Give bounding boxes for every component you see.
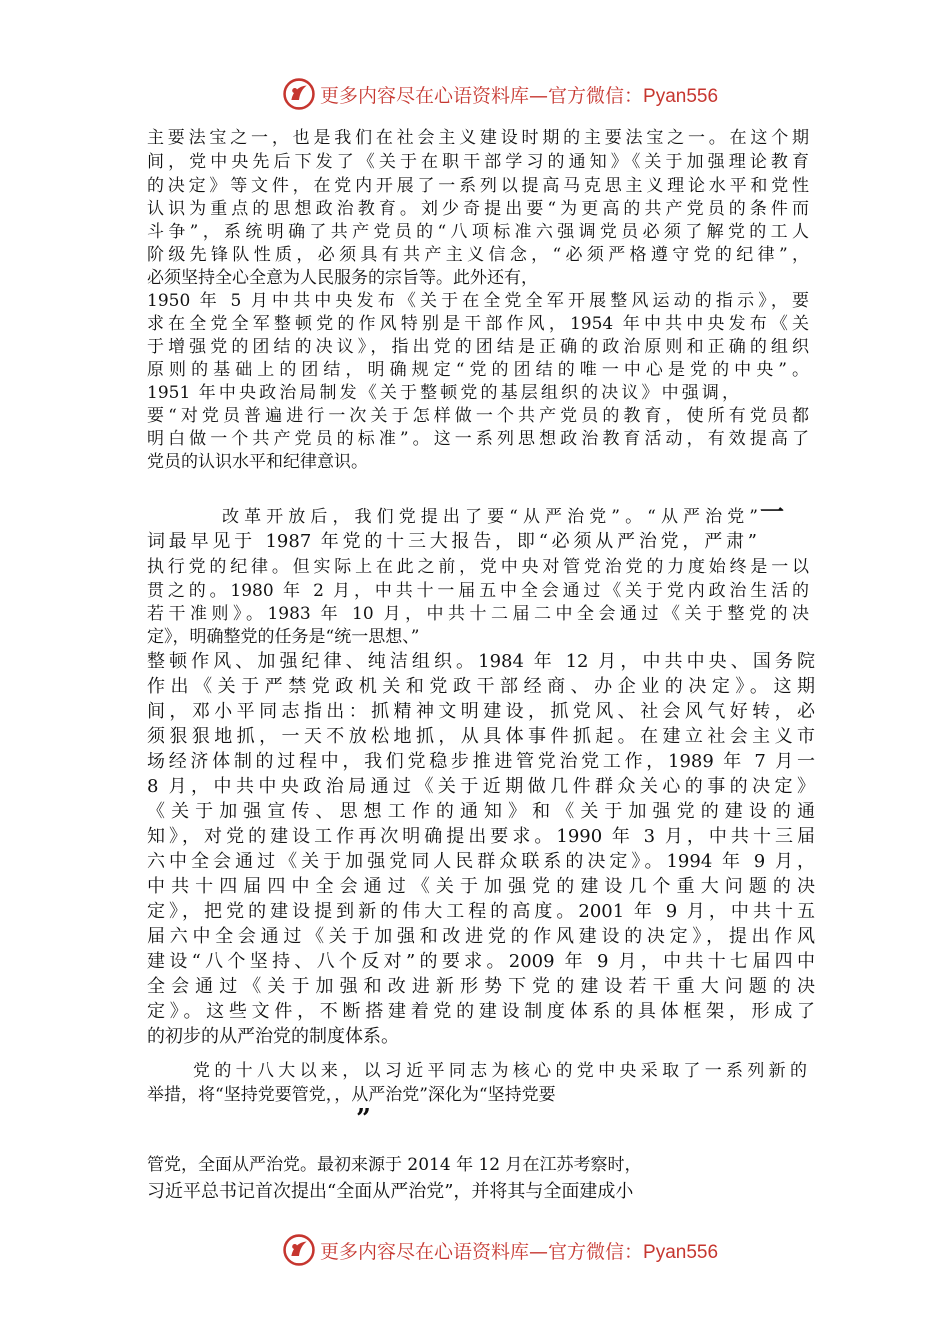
text-line: 须狠狠地抓，一天不放松地抓，从具体事件抓起。在建立社会主义市 (147, 726, 815, 747)
text-line: 阶级先锋队性质，必须具有共产主义信念，“必须严格遵守党的纪律”， (147, 245, 809, 265)
banner-text (320, 81, 718, 108)
paragraph-start-line: 党的十八大以来，以习近平同志为核心的党中央采取了一系列新的 (193, 1061, 807, 1081)
text-line: 管党，全面从严治党。最初来源于 2014 年 12 月在江苏考察时， (147, 1155, 642, 1175)
banner-text (320, 1237, 718, 1264)
text-line: 中共十四届四中全会通过《关于加强党的建设几个重大问题的决 (147, 876, 815, 897)
text-line: 习近平总书记首次提出“全面从严治党”，并将其与全面建成小 (147, 1181, 634, 1202)
text-line: 要“对党员普遍进行一次关于怎样做一个共产党员的教育，使所有党员都 (147, 406, 809, 426)
text-line: 明白做一个共产党员的标准”。这一系列思想政治教育活动，有效提高了 (147, 429, 809, 449)
text-line: 全会通过《关于加强和改进新形势下党的建设若干重大问题的决 (147, 976, 815, 997)
text-line: 《关于加强宣传、思想工作的通知》和《关于加强党的建设的通 (147, 801, 815, 822)
text-line: 于增强党的团结的决议》，指出党的团结是正确的政治原则和正确的组织 (147, 337, 809, 357)
text-line: 主要法宝之一，也是我们在社会主义建设时期的主要法宝之一。在这个期 (147, 128, 809, 148)
text-line: 词最早见于 1987 年党的十三大报告，即“必须从严治党，严肃” (147, 531, 757, 552)
text-line: 必须坚持全心全意为人民服务的宗旨等。此外还有， (147, 268, 538, 288)
text-line: 的决定》等文件，在党内开展了一系列以提高马克思主义理论水平和党性 (147, 176, 809, 196)
text-line: 定》，明确整党的任务是“统一思想、” (147, 627, 420, 647)
text-line: 场经济体制的过程中，我们党稳步推进管党治党工作，1989 年 7 月一 (147, 751, 815, 772)
header-banner (282, 76, 802, 112)
text-line: 定》，把党的建设提到新的伟大工程的高度。2001 年 9 月，中共十五 (147, 901, 815, 922)
text-line: 建设“八个坚持、八个反对”的要求。2009 年 9 月，中共十七届四中 (147, 951, 815, 972)
text-line: 整顿作风、加强纪律、纯洁组织。1984 年 12 月，中共中央、国务院 (147, 651, 815, 672)
footer-banner (282, 1232, 802, 1268)
logo-icon (282, 77, 316, 111)
banner-slogan: 更多内容尽在心语资料库—官方微信： (320, 84, 644, 107)
text-line: 认识为重点的思想政治教育。刘少奇提出要“为更高的共产党员的条件而 (147, 199, 809, 219)
text-line: 贯之的。1980 年 2 月，中共十一届五中全会通过《关于党内政治生活的 (147, 581, 809, 601)
text-line: 执行党的纪律。但实际上在此之前，党中央对管党治党的力度始终是一以 (147, 557, 809, 577)
text-line: 8 月，中共中央政治局通过《关于近期做几件群众关心的事的决定》 (147, 776, 815, 797)
text-line: 党员的认识水平和纪律意识。 (147, 452, 368, 472)
text-line: 1950 年 5 月中共中央发布《关于在全党全军开展整风运动的指示》，要 (147, 291, 809, 311)
text-line: 届六中全会通过《关于加强和改进党的作风建设的决定》，提出作风 (147, 926, 815, 947)
text-line: 举措，将“坚持党要管党，，从严治党”深化为“坚持党要 (147, 1085, 556, 1105)
paragraph-start-line: 改革开放后，我们党提出了要“从严治党”。“从严治党” (222, 507, 758, 527)
text-line: 作出《关于严禁党政机关和党政干部经商、办企业的决定》。这期 (147, 676, 815, 697)
text-line: 若干准则》。1983 年 10 月，中共十二届二中全会通过《关于整党的决 (147, 604, 809, 624)
text-line: 1951 年中央政治局制发《关于整顿党的基层组织的决议》中强调， (147, 383, 739, 403)
text-line: 定》。这些文件，不断搭建着党的建设制度体系的具体框架，形成了 (147, 1001, 815, 1022)
text-fragment: 一 (760, 497, 784, 526)
banner-wechat-id: Pyan556 (643, 1241, 719, 1263)
text-line: 知》，对党的建设工作再次明确提出要求。1990 年 3 月，中共十三届 (147, 826, 815, 847)
banner-wechat-id: Pyan556 (643, 85, 719, 107)
text-line: 斗争”，系统明确了共产党员的“八项标准六强调党员必须了解党的工人 (147, 222, 809, 242)
text-line: 求在全党全军整顿党的作风特别是干部作风，1954 年中共中央发布《关 (147, 314, 809, 334)
closing-quote-mark: ” (356, 1104, 371, 1134)
text-line: 间，邓小平同志指出：抓精神文明建设，抓党风、社会风气好转，必 (147, 701, 815, 722)
text-line: 六中全会通过《关于加强党同人民群众联系的决定》。1994 年 9 月， (147, 851, 815, 872)
logo-icon (282, 1233, 316, 1267)
banner-slogan: 更多内容尽在心语资料库—官方微信： (320, 1240, 644, 1263)
text-line: 间，党中央先后下发了《关于在职干部学习的通知》《关于加强理论教育 (147, 152, 809, 172)
text-line: 原则的基础上的团结，明确规定“党的团结的唯一中心是党的中央”。 (147, 360, 809, 380)
text-line: 的初步的从严治党的制度体系。 (147, 1026, 399, 1047)
